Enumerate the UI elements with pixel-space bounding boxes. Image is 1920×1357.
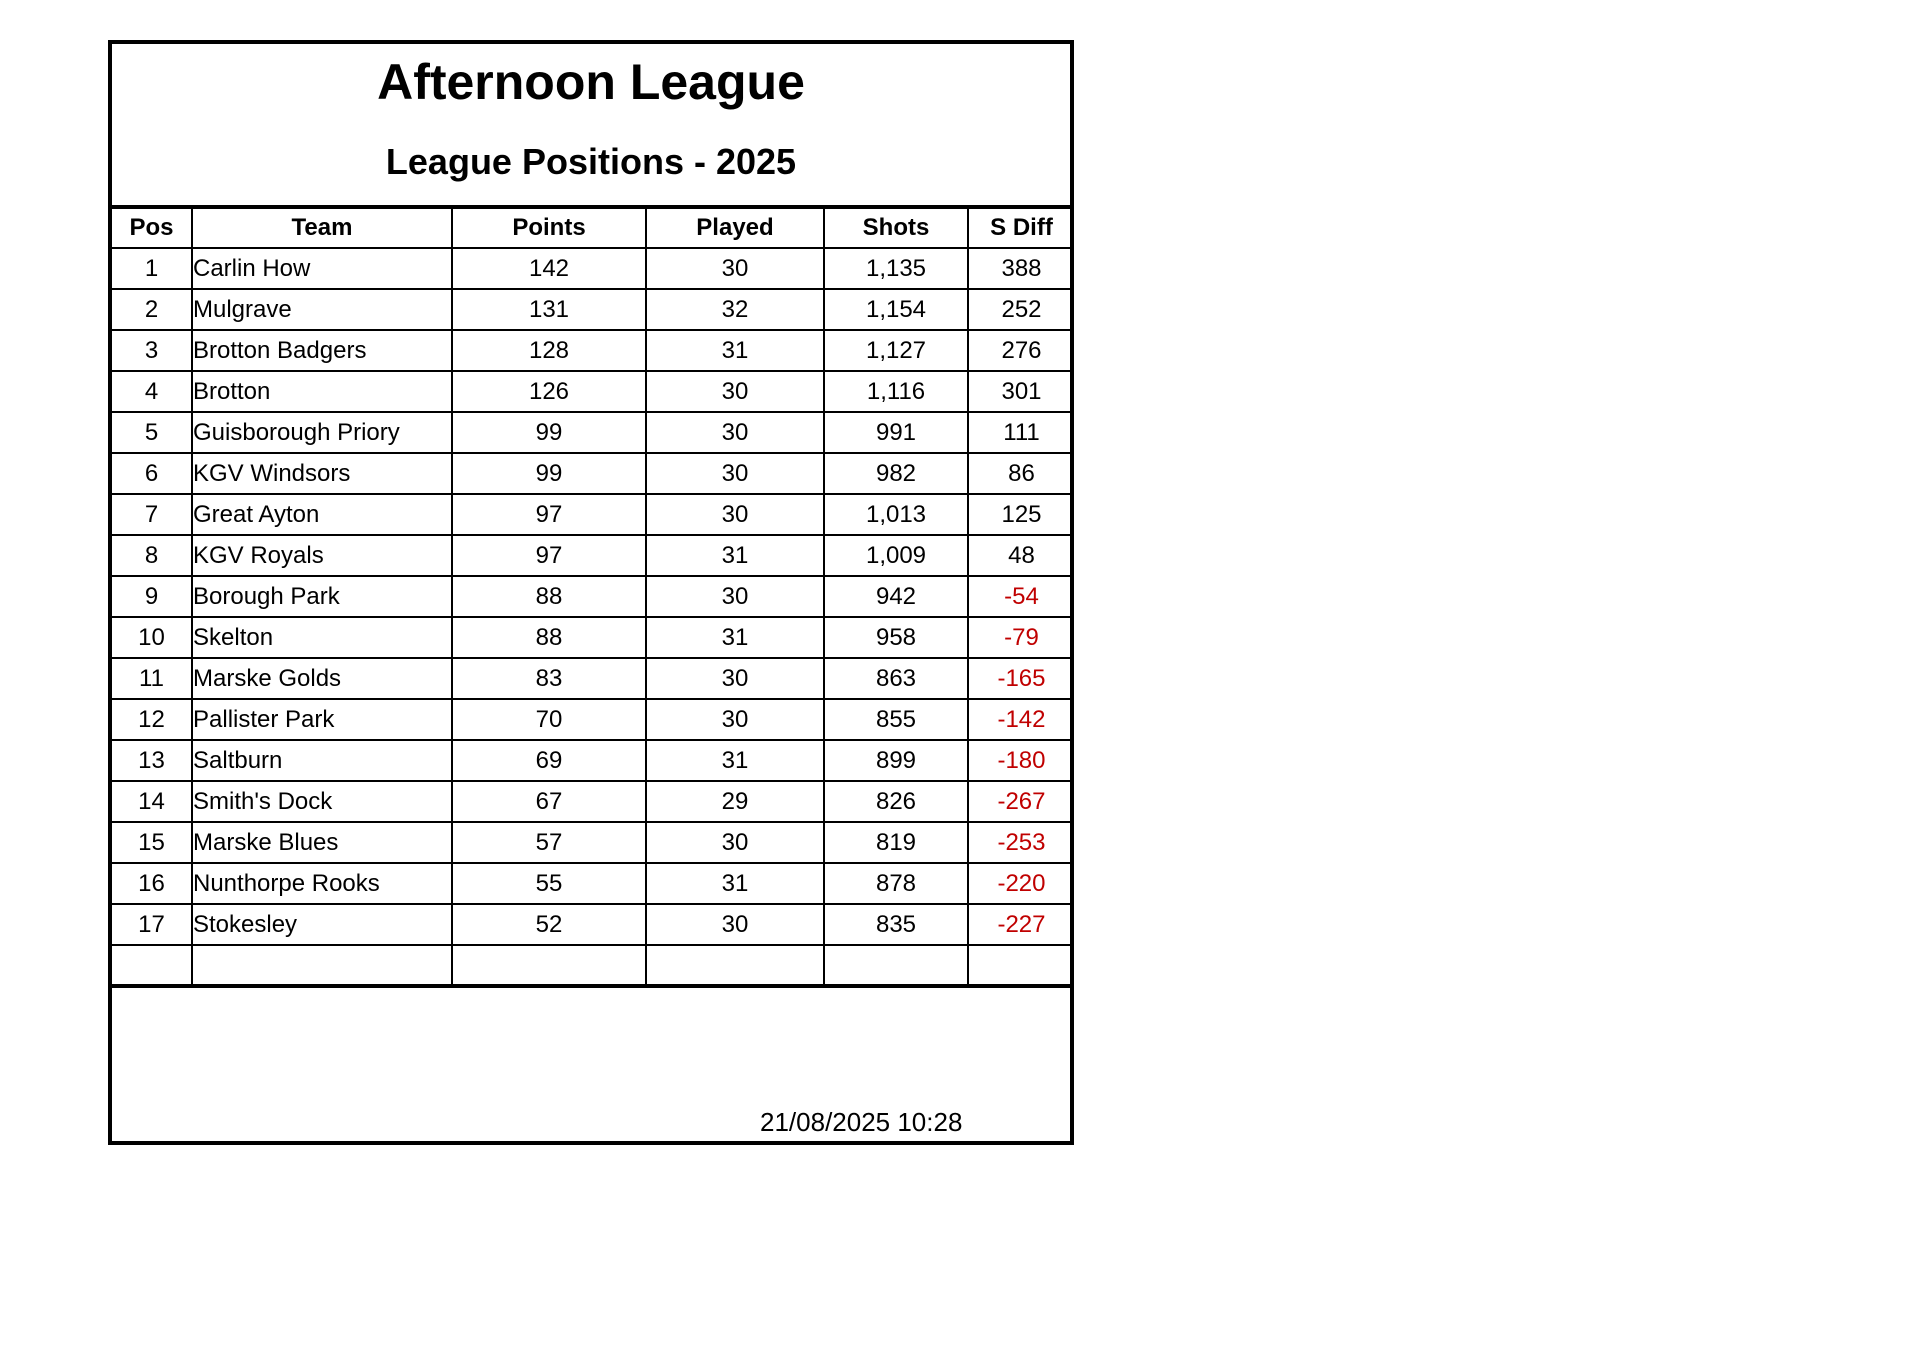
cell-team: Borough Park [192, 576, 452, 617]
cell-sdiff: 301 [968, 371, 1074, 412]
cell-pos: 11 [112, 658, 192, 699]
empty-cell [646, 945, 824, 986]
league-subtitle: League Positions - 2025 [385, 141, 797, 182]
cell-played: 30 [646, 494, 824, 535]
league-title: Afternoon League [377, 54, 805, 110]
column-header-team: Team [192, 207, 452, 248]
cell-pos: 4 [112, 371, 192, 412]
cell-sdiff: -79 [968, 617, 1074, 658]
cell-shots: 1,116 [824, 371, 968, 412]
league-sheet [108, 40, 1074, 1145]
cell-team: Great Ayton [192, 494, 452, 535]
cell-points: 126 [452, 371, 646, 412]
column-header-shots: Shots [824, 207, 968, 248]
cell-shots: 1,009 [824, 535, 968, 576]
cell-played: 31 [646, 617, 824, 658]
header-row [112, 207, 1074, 248]
cell-shots: 855 [824, 699, 968, 740]
column-header-pos: Pos [112, 207, 192, 248]
table-row [112, 740, 1074, 781]
cell-sdiff: 48 [968, 535, 1074, 576]
cell-shots: 1,127 [824, 330, 968, 371]
cell-team: Nunthorpe Rooks [192, 863, 452, 904]
cell-sdiff: -165 [968, 658, 1074, 699]
table-row [112, 658, 1074, 699]
cell-team: Marske Golds [192, 658, 452, 699]
cell-shots: 958 [824, 617, 968, 658]
cell-points: 97 [452, 494, 646, 535]
cell-played: 31 [646, 740, 824, 781]
standings-body [112, 248, 1074, 986]
standings-table [112, 205, 1074, 988]
cell-points: 131 [452, 289, 646, 330]
table-row [112, 781, 1074, 822]
cell-pos: 17 [112, 904, 192, 945]
table-row [112, 576, 1074, 617]
cell-pos: 9 [112, 576, 192, 617]
cell-played: 30 [646, 699, 824, 740]
empty-cell [192, 945, 452, 986]
cell-sdiff: 111 [968, 412, 1074, 453]
cell-played: 30 [646, 453, 824, 494]
cell-points: 99 [452, 453, 646, 494]
cell-team: Marske Blues [192, 822, 452, 863]
cell-points: 88 [452, 576, 646, 617]
cell-played: 30 [646, 576, 824, 617]
timestamp: 21/08/2025 10:28 [760, 1107, 963, 1137]
table-row [112, 453, 1074, 494]
cell-points: 99 [452, 412, 646, 453]
cell-shots: 835 [824, 904, 968, 945]
cell-played: 30 [646, 904, 824, 945]
cell-played: 31 [646, 330, 824, 371]
cell-pos: 2 [112, 289, 192, 330]
cell-points: 52 [452, 904, 646, 945]
empty-cell [452, 945, 646, 986]
column-header-points: Points [452, 207, 646, 248]
cell-pos: 3 [112, 330, 192, 371]
cell-sdiff: -180 [968, 740, 1074, 781]
cell-team: Stokesley [192, 904, 452, 945]
cell-played: 30 [646, 412, 824, 453]
cell-team: Guisborough Priory [192, 412, 452, 453]
table-row [112, 330, 1074, 371]
cell-points: 88 [452, 617, 646, 658]
empty-cell [968, 945, 1074, 986]
cell-sdiff: 388 [968, 248, 1074, 289]
cell-pos: 14 [112, 781, 192, 822]
cell-points: 67 [452, 781, 646, 822]
cell-played: 30 [646, 658, 824, 699]
cell-points: 83 [452, 658, 646, 699]
cell-team: Pallister Park [192, 699, 452, 740]
cell-played: 30 [646, 248, 824, 289]
cell-pos: 13 [112, 740, 192, 781]
cell-pos: 1 [112, 248, 192, 289]
table-row [112, 412, 1074, 453]
empty-row [112, 945, 1074, 986]
table-row [112, 248, 1074, 289]
cell-sdiff: 86 [968, 453, 1074, 494]
cell-points: 70 [452, 699, 646, 740]
cell-pos: 12 [112, 699, 192, 740]
cell-played: 30 [646, 371, 824, 412]
table-row [112, 289, 1074, 330]
empty-cell [112, 945, 192, 986]
cell-points: 97 [452, 535, 646, 576]
table-row [112, 371, 1074, 412]
table-row [112, 494, 1074, 535]
table-row [112, 699, 1074, 740]
cell-pos: 6 [112, 453, 192, 494]
cell-played: 30 [646, 822, 824, 863]
cell-pos: 16 [112, 863, 192, 904]
table-row [112, 535, 1074, 576]
cell-pos: 7 [112, 494, 192, 535]
cell-team: Brotton Badgers [192, 330, 452, 371]
cell-points: 69 [452, 740, 646, 781]
cell-points: 142 [452, 248, 646, 289]
cell-shots: 1,154 [824, 289, 968, 330]
cell-sdiff: -253 [968, 822, 1074, 863]
cell-sdiff: -267 [968, 781, 1074, 822]
cell-pos: 10 [112, 617, 192, 658]
cell-team: Skelton [192, 617, 452, 658]
table-row [112, 822, 1074, 863]
cell-sdiff: -142 [968, 699, 1074, 740]
cell-points: 57 [452, 822, 646, 863]
cell-pos: 5 [112, 412, 192, 453]
cell-shots: 878 [824, 863, 968, 904]
cell-sdiff: -54 [968, 576, 1074, 617]
cell-shots: 942 [824, 576, 968, 617]
cell-shots: 899 [824, 740, 968, 781]
cell-shots: 1,135 [824, 248, 968, 289]
table-row [112, 863, 1074, 904]
cell-team: Brotton [192, 371, 452, 412]
cell-sdiff: 125 [968, 494, 1074, 535]
cell-team: Saltburn [192, 740, 452, 781]
cell-played: 31 [646, 863, 824, 904]
cell-shots: 819 [824, 822, 968, 863]
cell-pos: 15 [112, 822, 192, 863]
cell-played: 29 [646, 781, 824, 822]
cell-played: 31 [646, 535, 824, 576]
cell-shots: 863 [824, 658, 968, 699]
cell-team: Smith's Dock [192, 781, 452, 822]
cell-team: KGV Windsors [192, 453, 452, 494]
cell-pos: 8 [112, 535, 192, 576]
cell-points: 55 [452, 863, 646, 904]
cell-shots: 982 [824, 453, 968, 494]
cell-team: Mulgrave [192, 289, 452, 330]
cell-sdiff: 252 [968, 289, 1074, 330]
table-row [112, 904, 1074, 945]
column-header-played: Played [646, 207, 824, 248]
cell-team: KGV Royals [192, 535, 452, 576]
cell-sdiff: -227 [968, 904, 1074, 945]
table-row [112, 617, 1074, 658]
cell-sdiff: 276 [968, 330, 1074, 371]
cell-sdiff: -220 [968, 863, 1074, 904]
cell-team: Carlin How [192, 248, 452, 289]
cell-shots: 826 [824, 781, 968, 822]
cell-points: 128 [452, 330, 646, 371]
column-header-sdiff: S Diff [968, 207, 1074, 248]
cell-played: 32 [646, 289, 824, 330]
cell-shots: 1,013 [824, 494, 968, 535]
cell-shots: 991 [824, 412, 968, 453]
empty-cell [824, 945, 968, 986]
